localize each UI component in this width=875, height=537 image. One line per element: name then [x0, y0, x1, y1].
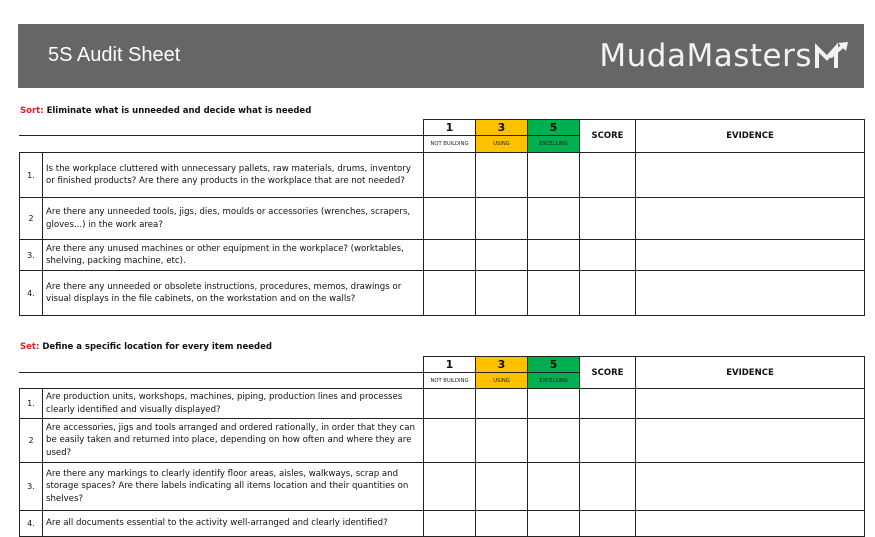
score-5-cell[interactable] [528, 240, 580, 271]
table-row [20, 419, 865, 463]
section-key: Sort: [20, 106, 44, 116]
score-5-label: EXCELLING [528, 136, 580, 153]
score-column-header: SCORE [580, 120, 636, 153]
score-5-label: EXCELLING [528, 373, 580, 389]
table-row [20, 198, 865, 240]
question-text: Are there any unused machines or other equipment in the workplace? (worktables, shelving, packing machine, etc). [43, 240, 424, 271]
question-text: Are there any unneeded tools, jigs, dies, moulds or accessories (wrenches, scrapers, gloves...) in the work area? [43, 198, 424, 240]
table-row [20, 240, 865, 271]
question-number: 4. [20, 511, 43, 537]
score-3-cell[interactable] [476, 198, 528, 240]
table-row [20, 389, 865, 419]
evidence-cell[interactable] [636, 240, 865, 271]
brand-logo [599, 36, 850, 76]
question-number: 1. [20, 389, 43, 419]
score-3-cell[interactable] [476, 463, 528, 511]
question-text: Are all documents essential to the activity well-arranged and clearly identified? [43, 511, 424, 537]
score-cell[interactable] [580, 511, 636, 537]
table-row [20, 511, 865, 537]
section-title-sort [20, 106, 311, 116]
sort-audit-table [19, 119, 865, 316]
score-cell[interactable] [580, 419, 636, 463]
question-number: 3. [20, 240, 43, 271]
score-1-cell[interactable] [424, 463, 476, 511]
score-cell[interactable] [580, 271, 636, 316]
header-spacer [20, 357, 424, 373]
table-row [20, 271, 865, 316]
score-1-value: 1 [424, 120, 476, 136]
question-number: 2 [20, 198, 43, 240]
score-3-cell[interactable] [476, 153, 528, 198]
score-1-cell[interactable] [424, 198, 476, 240]
score-1-cell[interactable] [424, 419, 476, 463]
score-cell[interactable] [580, 389, 636, 419]
score-1-label: NOT BUILDING [424, 136, 476, 153]
score-5-cell[interactable] [528, 389, 580, 419]
section-key: Set: [20, 342, 40, 352]
table-row [20, 463, 865, 511]
score-cell[interactable] [580, 463, 636, 511]
score-3-cell[interactable] [476, 389, 528, 419]
score-5-value: 5 [528, 357, 580, 373]
question-text: Are there any unneeded or obsolete instructions, procedures, memos, drawings or visual displays in the file cabinets, on the workstation and on the walls? [43, 271, 424, 316]
score-3-cell[interactable] [476, 419, 528, 463]
score-1-cell[interactable] [424, 511, 476, 537]
score-5-cell[interactable] [528, 511, 580, 537]
evidence-column-header: EVIDENCE [636, 357, 865, 389]
score-3-value: 3 [476, 120, 528, 136]
score-1-cell[interactable] [424, 240, 476, 271]
score-5-value: 5 [528, 120, 580, 136]
score-3-cell[interactable] [476, 511, 528, 537]
brand-name: MudaMasters [599, 38, 812, 74]
evidence-cell[interactable] [636, 389, 865, 419]
score-5-cell[interactable] [528, 198, 580, 240]
mm-chart-icon [814, 41, 850, 71]
score-3-cell[interactable] [476, 271, 528, 316]
question-text: Are production units, workshops, machines, piping, production lines and processes clearly identified and visually displayed? [43, 389, 424, 419]
score-3-label: USING [476, 373, 528, 389]
question-text: Are there any markings to clearly identify floor areas, aisles, walkways, scrap and storage spaces? Are there labels indicating all items location and their quantities on shelves? [43, 463, 424, 511]
question-number: 3. [20, 463, 43, 511]
evidence-cell[interactable] [636, 463, 865, 511]
score-3-cell[interactable] [476, 240, 528, 271]
score-1-cell[interactable] [424, 389, 476, 419]
question-text: Are accessories, jigs and tools arranged and ordered rationally, in order that they can be easily taken and returned into place, depending on how often and where they are used? [43, 419, 424, 463]
score-5-cell[interactable] [528, 463, 580, 511]
score-cell[interactable] [580, 198, 636, 240]
score-3-label: USING [476, 136, 528, 153]
table-row [20, 153, 865, 198]
evidence-column-header: EVIDENCE [636, 120, 865, 153]
evidence-cell[interactable] [636, 511, 865, 537]
score-1-cell[interactable] [424, 153, 476, 198]
page-header [18, 24, 864, 88]
page-title: 5S Audit Sheet [48, 44, 181, 66]
question-number: 2 [20, 419, 43, 463]
question-number: 1. [20, 153, 43, 198]
score-cell[interactable] [580, 240, 636, 271]
header-spacer [20, 120, 424, 136]
score-1-label: NOT BUILDING [424, 373, 476, 389]
evidence-cell[interactable] [636, 271, 865, 316]
set-audit-table [19, 356, 865, 537]
evidence-cell[interactable] [636, 198, 865, 240]
header-spacer [20, 136, 424, 153]
score-5-cell[interactable] [528, 271, 580, 316]
score-cell[interactable] [580, 153, 636, 198]
score-3-value: 3 [476, 357, 528, 373]
score-1-cell[interactable] [424, 271, 476, 316]
section-description: Eliminate what is unneeded and decide what is needed [43, 106, 312, 116]
evidence-cell[interactable] [636, 153, 865, 198]
question-number: 4. [20, 271, 43, 316]
evidence-cell[interactable] [636, 419, 865, 463]
score-5-cell[interactable] [528, 153, 580, 198]
score-1-value: 1 [424, 357, 476, 373]
score-column-header: SCORE [580, 357, 636, 389]
score-5-cell[interactable] [528, 419, 580, 463]
header-spacer [20, 373, 424, 389]
section-title-set [20, 342, 272, 352]
question-text: Is the workplace cluttered with unnecessary pallets, raw materials, drums, inventory or finished products? Are there any products in the workplace that are not needed? [43, 153, 424, 198]
section-description: Define a specific location for every item needed [39, 342, 272, 352]
